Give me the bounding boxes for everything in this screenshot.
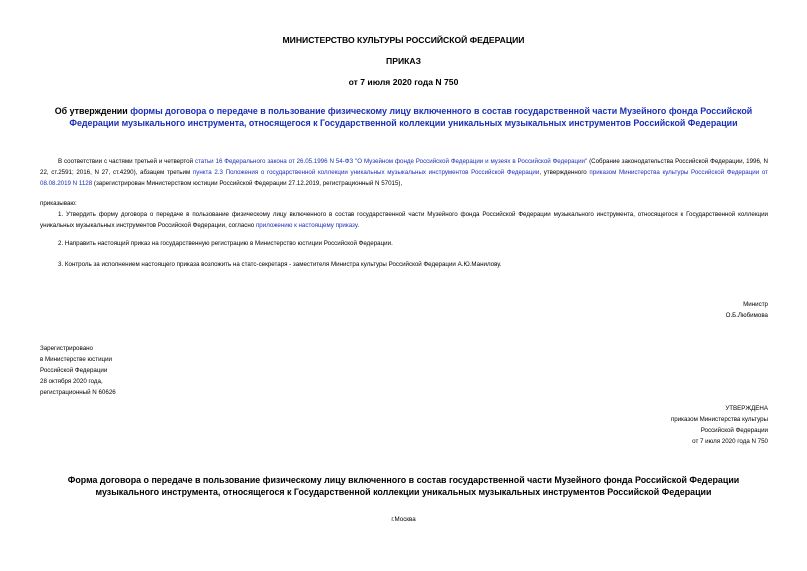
preamble-text-3: , утвержденного (539, 169, 590, 176)
registration-block (40, 343, 116, 398)
order-item-1-end: . (357, 222, 360, 229)
ministry-heading: МИНИСТЕРСТВО КУЛЬТУРЫ РОССИЙСКОЙ ФЕДЕРАЦИИ (282, 35, 525, 45)
regulation-clause-link[interactable]: пункта 2.3 Положения о государственной коллекции уникальных музыкальных инструментов Российской Федерации (192, 169, 540, 176)
registration-line-2: в Министерстве юстиции (40, 356, 113, 363)
registration-line-5: регистрационный N 60626 (40, 389, 116, 396)
appendix-link[interactable]: приложению к настоящему приказу (255, 222, 358, 229)
preamble-paragraph (40, 156, 768, 189)
signature-block (726, 299, 768, 321)
approval-block (671, 403, 768, 447)
form-title: Форма договора о передаче в пользование физическому лицу включенного в состав государственной части Музейного фонда Российской Федерации музыкального инструмента, относящегося к Государственной коллекции уникальных музыкальных инструментов Российской Федерации (67, 475, 740, 497)
document-subject (40, 105, 767, 129)
approval-line-1: УТВЕРЖДЕНА (725, 405, 768, 412)
ministry-order-link[interactable]: приказом Министерства культуры Российской Федерации от 08.08.2019 N 1128 (40, 169, 768, 187)
approval-line-2: приказом Министерства культуры (670, 416, 768, 423)
preamble-text-4: (зарегистрирован Министерством юстиции Российской Федерации 27.12.2019, регистрационный N 57015), (92, 180, 403, 187)
city-line: г.Москва (391, 516, 416, 523)
order-word: приказываю: (40, 200, 77, 207)
registration-line-1: Зарегистрировано (40, 345, 93, 352)
subject-form-link[interactable]: формы договора о передаче в пользование физическому лицу включенного в состав государственной части Музейного фонда Российской Федерации музыкального инструмента, относящегося к Государственной коллекции уникальных музыкальных инструментов Российской Федерации (69, 106, 753, 128)
order-item-2: 2. Направить настоящий приказ на государственную регистрацию в Министерство юстиции Российской Федерации. (58, 240, 393, 247)
order-item-1 (40, 209, 768, 231)
approval-line-3: Российской Федерации (700, 427, 768, 434)
approval-line-4: от 7 июля 2020 года N 750 (692, 438, 768, 445)
signer-position: Министр (743, 301, 768, 308)
preamble-text-2: (Собрание законодательства Российской Федерации, 1996, N 22, ст.2591; 2016, N 27, ст.4290), абзацем третьим (40, 158, 768, 176)
order-item-1-text: 1. Утвердить форму договора о передаче в пользование физическому лицу включенного в состав государственной части Музейного фонда Российской Федерации музыкального инструмента, относящегося к Государственной коллекции уникальных музыкальных инструментов Российской Федерации, согласно (40, 211, 768, 229)
signer-name: О.Б.Любимова (725, 312, 768, 319)
registration-line-3: Российской Федерации (40, 367, 108, 374)
registration-line-4: 28 октября 2020 года, (40, 378, 103, 385)
document-type: ПРИКАЗ (386, 56, 421, 66)
subject-prefix: Об утверждении (54, 106, 131, 116)
law-article-link[interactable]: статьи 16 Федерального закона от 26.05.1996 N 54-ФЗ "О Музейном фонде Российской Федерации и музеях в Российской Федерации" (194, 158, 588, 165)
document-date-number: от 7 июля 2020 года N 750 (348, 77, 459, 87)
order-item-3: 3. Контроль за исполнением настоящего приказа возложить на статс-секретаря - заместителя Министра культуры Российской Федерации А.Ю.Манилову. (58, 261, 502, 268)
preamble-text-1: В соответствии с частями третьей и четвертой (58, 158, 195, 165)
